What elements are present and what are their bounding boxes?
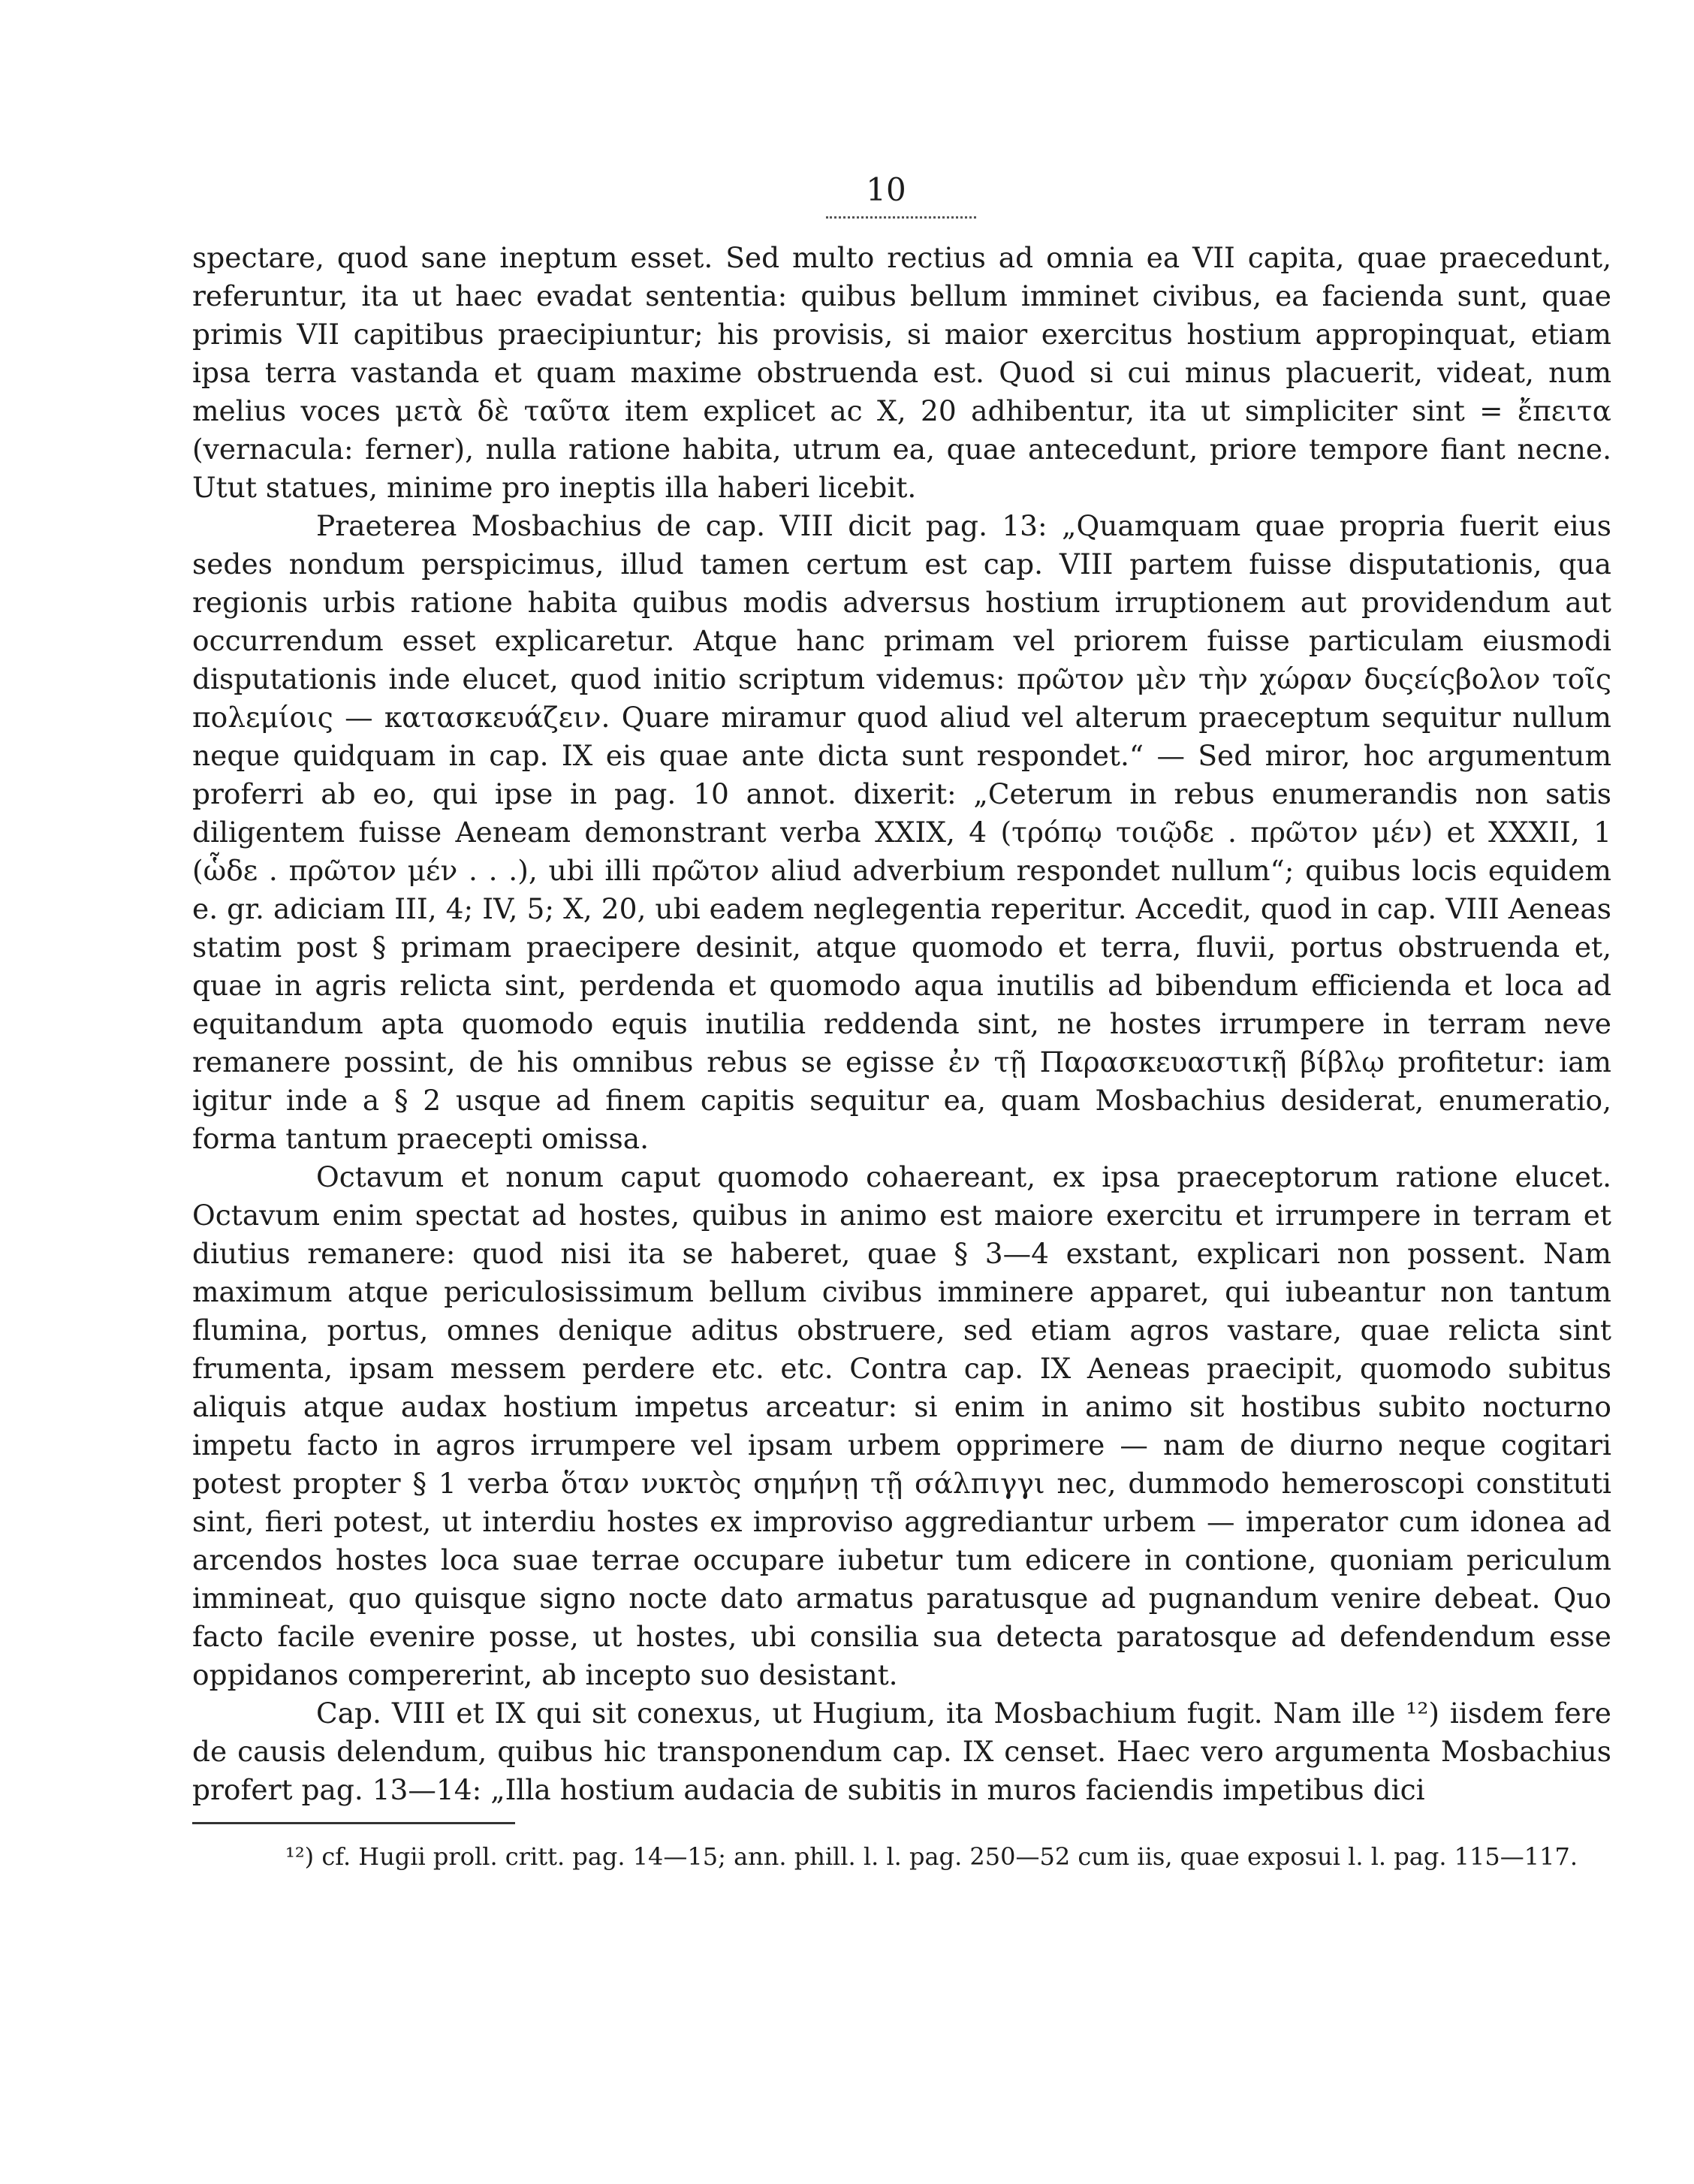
- page-number: 10: [866, 171, 906, 208]
- paragraph-2: Praeterea Mosbachius de cap. VIII dicit pag. 13: „Quamquam quae propria fuerit eius sedes nondum perspicimus, illud tamen certum est cap. VIII partem fuisse disputationis, qua regionis urbis ratione habita quibus modis adversus hostium irruptionem aut providendum aut occurrendum esset explicaretur. Atque hanc primam vel priorem fuisse particulam eiusmodi disputationis inde elucet, quod initio scriptum videmus: πρῶτον μὲν τὴν χώραν δυςείςβολον τοῖς πολεμίοις — κατασκευάζειν. Quare miramur quod aliud vel alterum praeceptum sequitur nullum neque quidquam in cap. IX eis quae ante dicta sunt respondet.“ — Sed miror, hoc argumentum proferri ab eo, qui ipse in pag. 10 annot. dixerit: „Ceterum in rebus enumerandis non satis diligentem fuisse Aeneam demonstrant verba XXIX, 4 (τρόπῳ τοιῷδε . πρῶτον μέν) et XXXII, 1 (ὧδε . πρῶτον μέν . . .), ubi illi πρῶτον aliud adverbium respondet nullum“; quibus locis equidem e. gr. adiciam III, 4; IV, 5; X, 20, ubi eadem neglegentia reperitur. Accedit, quod in cap. VIII Aeneas statim post § primam praecipere desinit, atque quomodo et terra, fluvii, portus obstruenda et, quae in agris relicta sint, perdenda et quomodo aqua inutilis ad bibendum efficienda et loca ad equitandum apta quomodo equis inutilia reddenda sint, ne hostes irrumpere in terram neve remanere possint, de his omnibus rebus se egisse ἐν τῇ Παρασκευαστικῇ βίβλῳ profitetur: iam igitur inde a § 2 usque ad finem capitis sequitur ea, quam Mosbachius desiderat, enumeratio, forma tantum praecepti omissa.: [192, 509, 1611, 1155]
- footnote-divider: [192, 1822, 515, 1824]
- body-text: [192, 239, 1611, 1809]
- paragraph-3: Octavum et nonum caput quomodo cohaereant, ex ipsa praeceptorum ratione elucet. Octavum enim spectat ad hostes, quibus in animo est maiore exercitu et irrumpere in terram et diutius remanere: quod nisi ita se haberet, quae § 3—4 exstant, explicari non possent. Nam maximum atque periculosissimum bellum civibus imminere apparet, qui iubeantur non tantum flumina, portus, omnes denique aditus obstruere, sed etiam agros vastare, quae relicta sint frumenta, ipsam messem perdere etc. etc. Contra cap. IX Aeneas praecipit, quomodo subitus aliquis atque audax hostium impetus arceatur: si enim in animo sit hostibus subito nocturno impetu facto in agros irrumpere vel ipsam urbem opprimere — nam de diurno neque cogitari potest propter § 1 verba ὅταν νυκτὸς σημήνῃ τῇ σάλπιγγι nec, dummodo hemeroscopi constituti sint, fieri potest, ut interdiu hostes ex improviso aggrediantur urbem — imperator cum idonea ad arcendos hostes loca suae terrae occupare iubetur tum edicere in contione, quoniam periculum immineat, quo quisque signo nocte dato armatus paratusque ad pugnandum venire debeat. Quo facto facile evenire posse, ut hostes, ubi consilia sua detecta paratosque ad defendendum esse oppidanos compererint, ab incepto suo desistant.: [192, 1160, 1611, 1691]
- page-number-ornament: [826, 209, 976, 219]
- paragraph-1: spectare, quod sane ineptum esset. Sed multo rectius ad omnia ea VII capita, quae praecedunt, referuntur, ita ut haec evadat sententia: quibus bellum imminet civibus, ea facienda sunt, quae primis VII capitibus praecipiuntur; his provisis, si maior exercitus hostium appropinquat, etiam ipsa terra vastanda et quam maxime obstruenda est. Quod si cui minus placuerit, videat, num melius voces μετὰ δὲ ταῦτα item explicet ac X, 20 adhibentur, ita ut simpliciter sint = ἔπειτα (vernacula: ferner), nulla ratione habita, utrum ea, quae antecedunt, priore tempore fiant necne. Utut statues, minime pro ineptis illa haberi licebit.: [192, 241, 1611, 504]
- footnote: ¹²) cf. Hugii proll. critt. pag. 14—15; ann. phill. l. l. pag. 250—52 cum iis, quae exposui l. l. pag. 115—117.: [285, 1842, 1578, 1871]
- paragraph-4: Cap. VIII et IX qui sit conexus, ut Hugium, ita Mosbachium fugit. Nam ille ¹²) iisdem fere de causis delendum, quibus hic transponendum cap. IX censet. Haec vero argumenta Mosbachius profert pag. 13—14: „Illa hostium audacia de subitis in muros faciendis impetibus dici: [192, 1697, 1611, 1806]
